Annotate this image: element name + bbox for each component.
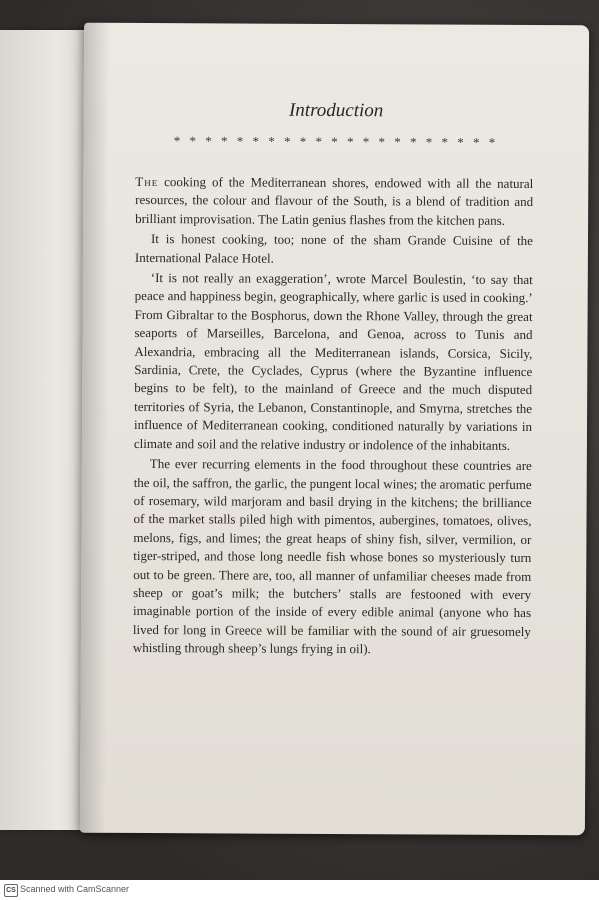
body-text xyxy=(133,173,534,660)
scanner-watermark-text: Scanned with CamScanner xyxy=(20,884,130,894)
book-page xyxy=(80,23,589,836)
paragraph-1-text: cooking of the Mediterranean shores, endowed with all the natural resources, the colour and flavour of the South, is a blend of tradition and brilliant improvisation. The Latin genius flashes from the kitchen pans. xyxy=(135,174,534,228)
page-title: Introduction xyxy=(288,99,384,122)
paragraph-4: The ever recurring elements in the food throughout these countries are the oil, the saffron, the garlic, the pungent local wines; the aromatic perfume of rosemary, wild marjoram and basil drying in the kitchens; the brilliance of the market stalls piled high with pimentos, aubergines, tomatoes, olives, melons, figs, and limes; the great heaps of shiny fish, silver, vermilion, or tiger-striped, and those long needle fish whose bones so mysteriously turn out to be green. There are, too, all manner of unfamiliar cheeses made from sheep or goat’s milk; the butchers’ stalls are festooned with every imaginable portion of the inside of every edible animal (anyone who has lived for long in Greece will be familiar with the sound of air gruesomely whistling through sheep’s lungs frying in oil). xyxy=(132,456,532,657)
title-ornament: * * * * * * * * * * * * * * * * * * * * * xyxy=(173,133,499,150)
paragraph-1 xyxy=(135,173,533,230)
scanner-watermark-bar xyxy=(0,880,599,900)
camscanner-logo-icon: CS xyxy=(4,884,18,897)
paragraph-2: It is honest cooking, too; none of the sham Grande Cuisine of the International Palace Hotel. xyxy=(134,231,534,266)
drop-lead-word: The xyxy=(135,173,159,190)
paragraph-3: ‘It is not really an exaggeration’, wrote Marcel Boulestin, ‘to say that peace and happiness begin, geographically, where garlic is used in cooking.’ From Gibraltar to the Bosphorus, down the Rhone Valley, through the great seaports of Marseilles, Barcelona, and Genoa, across to Tunis and Alexandria, embracing all the Mediterranean islands, Corsica, Sicily, Sardinia, Crete, the Cyclades, Cyprus (where the Byzantine influence begins to be felt), to the mainland of Greece and the much disputed territories of Syria, the Lebanon, Constantinople, and Smyrna, stretches the influence of Mediterranean cooking, conditioned naturally by variations in climate and soil and the relative industry or indolence of the inhabitants. xyxy=(133,270,533,453)
